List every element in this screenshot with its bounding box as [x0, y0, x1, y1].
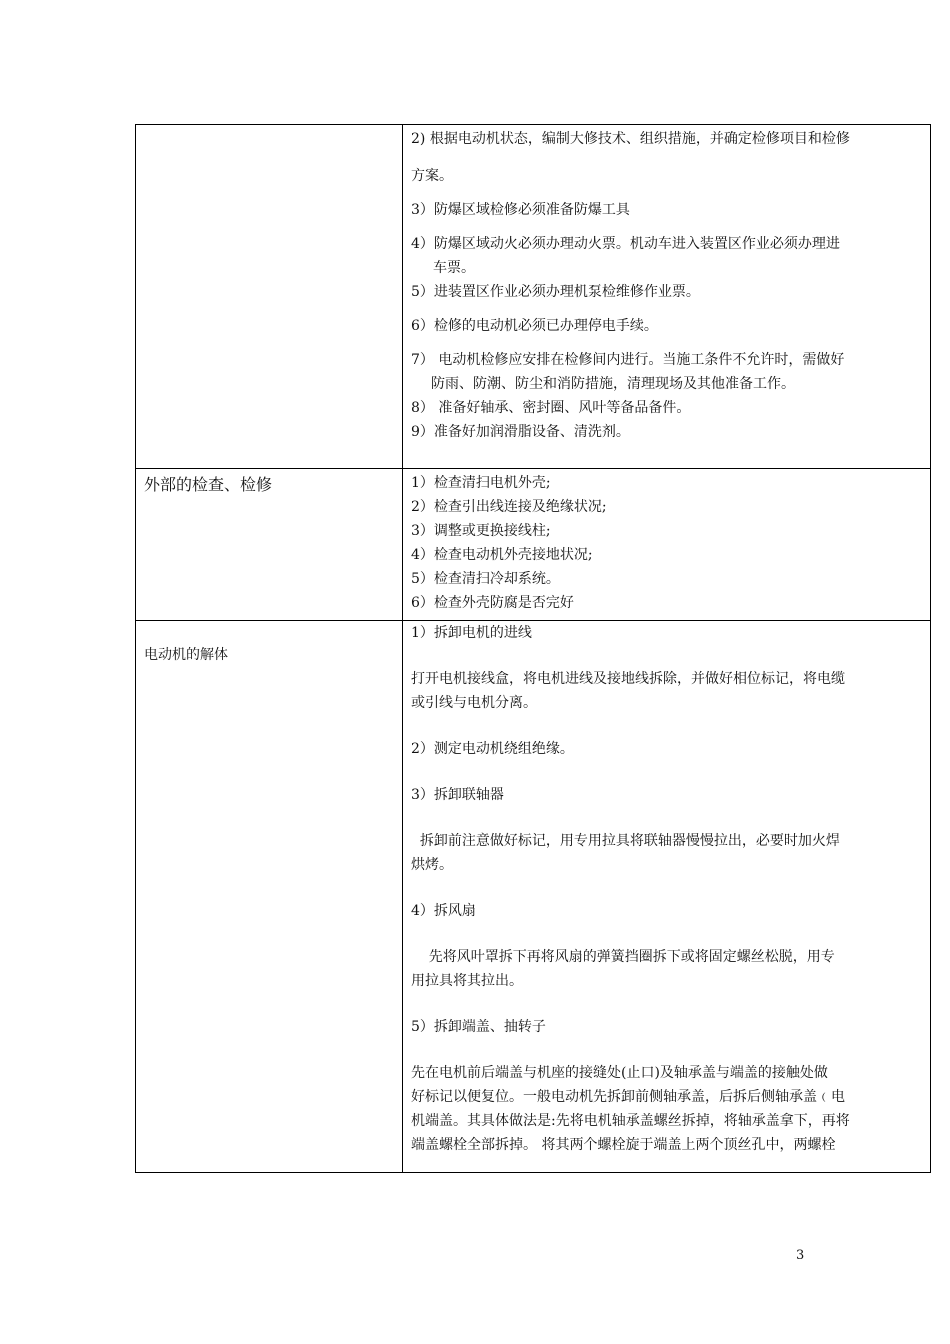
- prep-item-9: 9）准备好加润滑脂设备、清洗剂。: [411, 424, 630, 440]
- external-label: 外部的检查、检修: [144, 475, 273, 494]
- preparation-label-cell: [136, 125, 403, 469]
- table-row-preparation: [136, 125, 931, 469]
- prep-item-7a: 7） 电动机检修应安排在检修间内进行。当施工条件不允许时，需做好: [411, 352, 845, 368]
- external-item-1: 1）检查清扫电机外壳;: [411, 475, 551, 491]
- external-item-2: 2）检查引出线连接及绝缘状况;: [411, 499, 607, 515]
- prep-item-6: 6）检修的电动机必须已办理停电手续。: [411, 318, 658, 334]
- prep-item-2b: 方案。: [411, 168, 453, 184]
- table-row-disassembly: [136, 621, 931, 1173]
- page-number: 3: [796, 1248, 805, 1263]
- disassembly-item-5d: 端盖螺栓全部拆掉。 将其两个螺栓旋于端盖上两个顶丝孔中，两螺栓: [411, 1137, 836, 1153]
- disassembly-item-5: 5）拆卸端盖、抽转子: [411, 1019, 546, 1035]
- prep-item-5: 5）进装置区作业必须办理机泵检维修作业票。: [411, 284, 700, 300]
- disassembly-item-4a: 先将风叶罩拆下再将风扇的弹簧挡圈拆下或将固定螺丝松脱，用专: [411, 949, 835, 965]
- prep-item-2a: 2) 根据电动机状态，编制大修技术、组织措施，并确定检修项目和检修: [411, 131, 850, 147]
- disassembly-item-3: 3）拆卸联轴器: [411, 787, 504, 803]
- prep-item-7b: 防雨、防潮、防尘和消防措施，清理现场及其他准备工作。: [431, 376, 795, 392]
- disassembly-label-cell: [136, 621, 403, 1173]
- prep-item-3: 3）防爆区域检修必须准备防爆工具: [411, 202, 630, 218]
- external-item-4: 4）检查电动机外壳接地状况;: [411, 547, 593, 563]
- prep-item-4b: 车票。: [433, 260, 475, 276]
- disassembly-item-5c: 机端盖。其具体做法是:先将电机轴承盖螺丝拆掉，将轴承盖拿下，再将: [411, 1113, 850, 1129]
- disassembly-item-1: 1）拆卸电机的进线: [411, 625, 532, 641]
- external-item-5: 5）检查清扫冷却系统。: [411, 571, 560, 587]
- external-label-cell: [136, 469, 403, 621]
- table-row-external: [136, 469, 931, 621]
- disassembly-item-4b: 用拉具将其拉出。: [411, 973, 523, 989]
- external-item-6: 6）检查外壳防腐是否完好: [411, 595, 574, 611]
- prep-item-8: 8） 准备好轴承、密封圈、风叶等备品备件。: [411, 400, 691, 416]
- disassembly-item-4: 4）拆风扇: [411, 903, 476, 919]
- preparation-content-cell: [403, 125, 931, 469]
- disassembly-item-5a: 先在电机前后端盖与机座的接缝处(止口)及轴承盖与端盖的接触处做: [411, 1065, 828, 1081]
- disassembly-content-cell: [403, 621, 931, 1173]
- disassembly-label: 电动机的解体: [144, 647, 228, 663]
- external-item-3: 3）调整或更换接线柱;: [411, 523, 551, 539]
- disassembly-item-5b: 好标记以便复位。一般电动机先拆卸前侧轴承盖，后拆后侧轴承盖﹙电: [411, 1089, 845, 1105]
- prep-item-4a: 4）防爆区域动火必须办理动火票。机动车进入装置区作业必须办理进: [411, 236, 840, 252]
- disassembly-item-1a: 打开电机接线盒，将电机进线及接地线拆除，并做好相位标记，将电缆: [411, 671, 845, 687]
- maintenance-table: [135, 124, 931, 1173]
- disassembly-item-2: 2）测定电动机绕组绝缘。: [411, 741, 574, 757]
- disassembly-item-3a: 拆卸前注意做好标记，用专用拉具将联轴器慢慢拉出，必要时加火焊: [411, 833, 840, 849]
- external-content-cell: [403, 469, 931, 621]
- disassembly-item-3b: 烘烤。: [411, 857, 453, 873]
- disassembly-item-1b: 或引线与电机分离。: [411, 695, 537, 711]
